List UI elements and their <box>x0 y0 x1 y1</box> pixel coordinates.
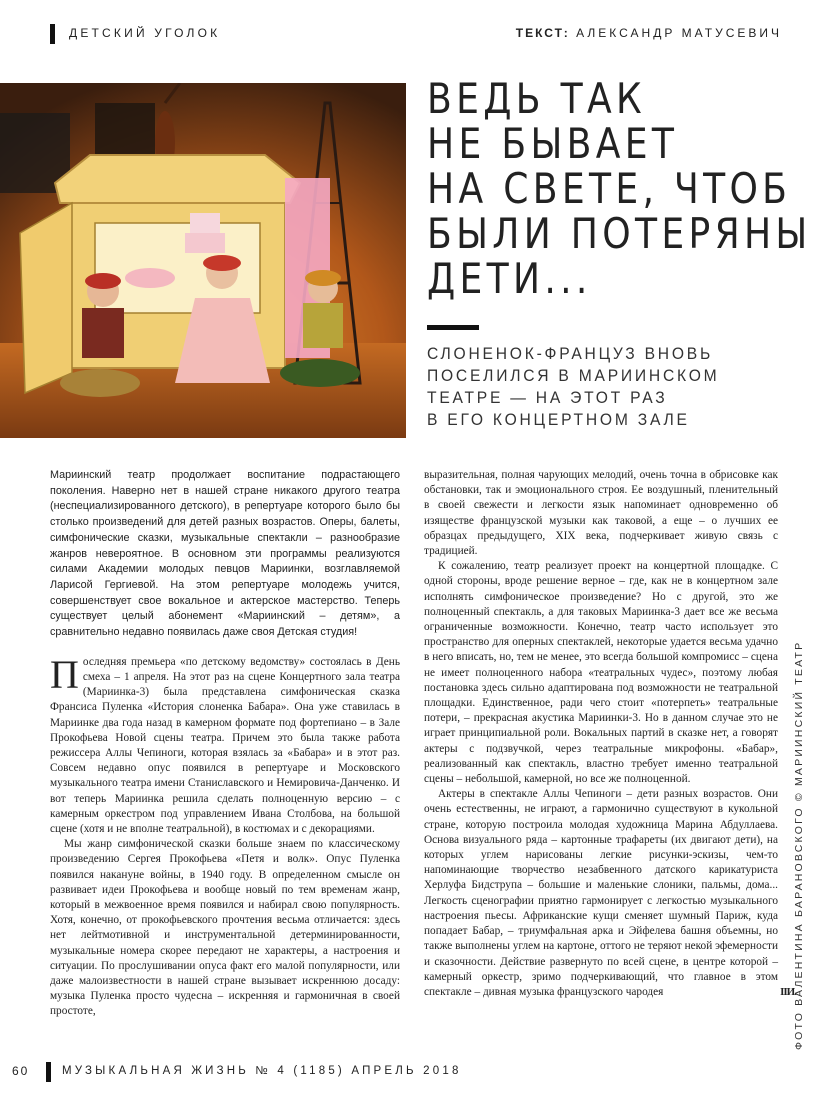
headline-line: НЕ БЫВАЕТ <box>427 119 679 168</box>
paragraph: Мы жанр симфонической сказки больше знаем по классическому произведению Сергея Прокофьева «Петя и волк». Опус Пуленка появился накануне войны, в 1940 году. В определенном смысле он развивает идеи Прокофьева и вообще новый по тем временам жанр, который в межвоенное время появился и набирал свою популярность. Хотя, конечно, от прокофьевского прочтения весьма отличается: здесь нет лейтмотивной и инструментальной детерминированности, музыкальные номера скорее передают не характеры, а настроения и ситуации. По прослушивании опуса факт его малой популярности, или даже малоизвестности в нашей стране вызывает искреннюю досаду: музыка Пуленка просто чудесна – искренняя и гармоничная в своей простоте, <box>50 838 400 1018</box>
headline-rule <box>427 325 479 330</box>
headline-line: ВЕДЬ ТАК <box>427 74 646 123</box>
magazine-issue: МУЗЫКАЛЬНАЯ ЖИЗНЬ № 4 (1185) АПРЕЛЬ 2018 <box>62 1065 462 1077</box>
footer-bar <box>46 1062 51 1082</box>
subheadline-line: СЛОНЕНОК-ФРАНЦУЗ ВНОВЬ <box>427 344 713 363</box>
lead-paragraph: Мариинский театр продолжает воспитание подрастающего поколения. Наверно нет в нашей стране никакого другого театра (неспециализированного детского), в репертуаре которого было бы столько произведений для детей разных возрастов. Оперы, балеты, симфонические сказки, музыкальные спектакли – разнообразие жанров невероятное. В основном эти программы реализуются силами Академии молодых певцов Мариинки, возглавляемой Ларисой Гергиевой. На этом репертуаре молодежь учится, совершенствует свое вокальное и актерское мастерство. Теперь существует целый абонемент «Мариинский – детям», а сравнительно недавно появилась даже своя Детская студия! <box>50 469 400 639</box>
paragraph: К сожалению, театр реализует проект на концертной площадке. С одной стороны, вроде решение верное – где, как не в концертном зале исполнять симфоническое произведение? Но с другой, это же полноценный спектакль, а для таковых Мариинка-3 дает все же весьма ограниченные возможности. Конечно, театр часто использует это пространство для оперных спектаклей, некоторые удается весьма удачно в него вписать, но, тем не менее, это всегда большой компромисс – сцена не имеет полноценного набора «театральных чудес», поэтому любая постановка здесь сильно адаптирована под возможности не театральной площадки. Единственное, ради чего стоит «потерпеть» театральные потери, – прекрасная акустика Мариинки-3. Но в данном случае это не играет принципиальной роли. Вокальных партий в сказке нет, а говорят актеры с подзвучкой, через театральные микрофоны. «Бабар», реализованный как спектакль, властно требует именно театральной сцены – небольшой, камерной, но все же полноценной. <box>424 560 778 786</box>
headline-line: ДЕТИ... <box>427 254 592 303</box>
author-credit <box>516 26 782 40</box>
header-bar <box>50 24 55 44</box>
headline <box>427 76 827 301</box>
stage-photo <box>0 83 406 438</box>
subheadline-line: ПОСЕЛИЛСЯ В МАРИИНСКОМ <box>427 366 720 385</box>
page-footer <box>0 1062 839 1082</box>
paragraph <box>50 651 400 837</box>
end-mark: IIИ. <box>780 985 796 998</box>
drop-cap: П <box>50 651 79 697</box>
subheadline-line: ТЕАТРЕ — НА ЭТОТ РАЗ <box>427 388 668 407</box>
photo-credit: ФОТО ВАЛЕНТИНА БАРАНОВСКОГО © МАРИИНСКИЙ ТЕАТР <box>793 640 805 1050</box>
headline-line: БЫЛИ ПОТЕРЯНЫ <box>427 209 812 258</box>
author-name: АЛЕКСАНДР МАТУСЕВИЧ <box>576 26 782 40</box>
author-label: ТЕКСТ: <box>515 26 570 40</box>
page-header <box>50 22 782 46</box>
section-title: ДЕТСКИЙ УГОЛОК <box>69 26 221 40</box>
headline-line: НА СВЕТЕ, ЧТОБ <box>427 164 792 213</box>
page-number: 60 <box>12 1064 30 1078</box>
paragraph: выразительная, полная чарующих мелодий, очень точна в обрисовке как обстановки, так и эмоционального строя. Ее воздушный, пленительный в своей свежести и легкости язык напоминает одновременно об изяществе французской музыки как таковой, а еще – о лучших ее образцах предыдущего, XIX века, подчеркивает живую связь с традицией. <box>424 469 778 558</box>
paragraph-text: Актеры в спектакле Аллы Чепиноги – дети разных возрастов. Они очень естественны, не играют, а гармонично существуют в кукольной стране, которую построила молодая художница Марина Абдуллаева. Основа визуального ряда – картонные трафареты (их двигают дети), на которых углем нарисованы легкие рисунки-эскизы, чем-то напоминающие творчество незабвенного датского карикатуриста Херлуфа Бидструпа – большие и маленькие слоники, пальмы, дома... Легкость сценографии приятно гармонирует с легкостью музыкального настроения пьесы. Африканские кущи сменяет шумный Париж, куда попадает Бабар, – триумфальная арка и Эйфелева башня объемны, но также выполнены углем на картоне, оттого не теряют некой эфемерности и сказочности. Действие развернуто по всей сцене, в центре которой – камерный оркестр, зримо подчеркивающий, что главное в этом спектакле – дивная музыка французского чародея <box>424 788 778 998</box>
paragraph-text: оследняя премьера «по детскому ведомству» состоялась в День смеха – 1 апреля. На этот раз на сцене Концертного зала театра (Мариинка-3) была представлена симфоническая сказка Франсиса Пуленка «История слоненка Бабара». Она уже ставилась в Мариинке два года назад в камерном формате под фортепиано – в Зале Прокофьева Новой сцены театра. Причем это была также работа режиссера Аллы Чепиноги, которая взялась за «Бабара» и в этот раз. Совсем недавно опус появился в репертуаре и Московского музыкального театра имени Станиславского и Немировича-Данченко. И вот теперь Мариинка решила сделать полноценную версию – с камерным оркестром под управлением Ивана Столбова, на большой сцене (хотя и не вполне театральной), в костюмах и с декорациями. <box>50 655 400 835</box>
text-column-left <box>50 468 400 1020</box>
paragraph <box>424 787 796 1000</box>
subheadline <box>427 343 807 431</box>
text-column-right <box>424 468 796 1000</box>
subheadline-line: В ЕГО КОНЦЕРТНОМ ЗАЛЕ <box>427 410 690 429</box>
